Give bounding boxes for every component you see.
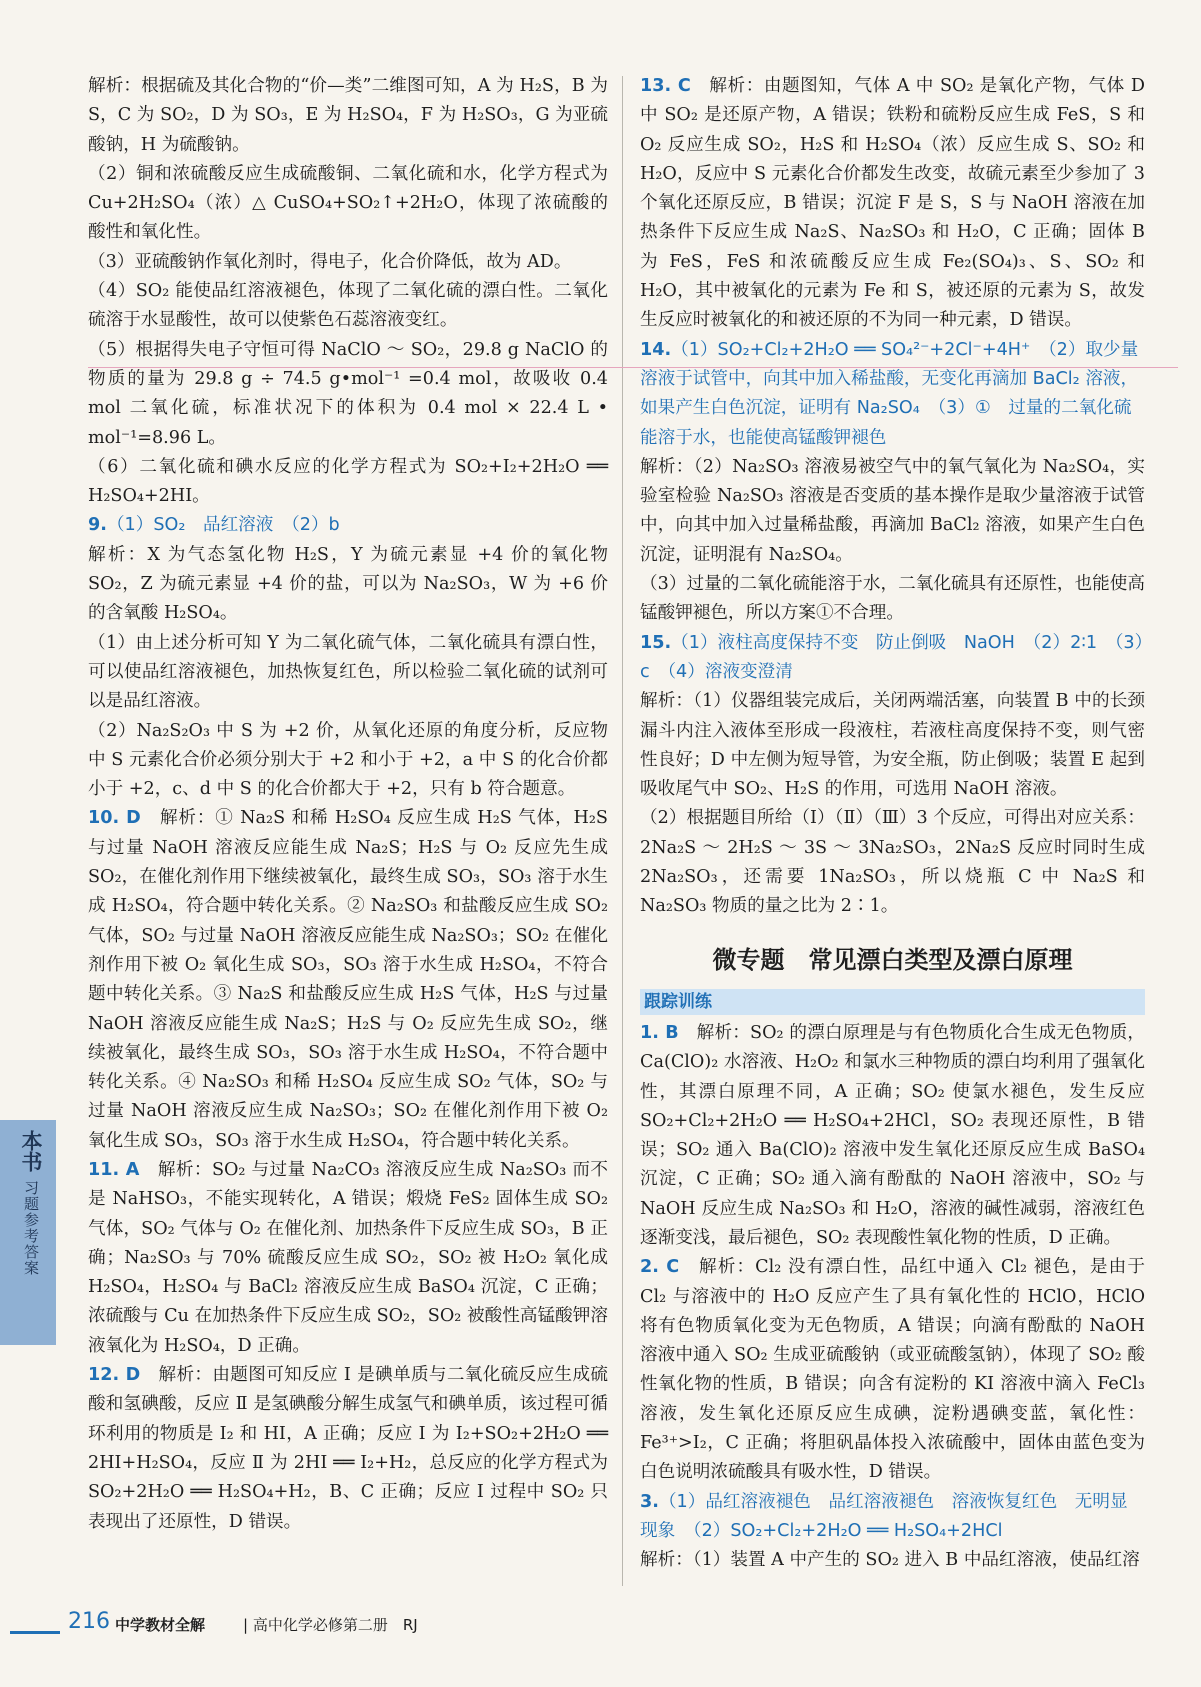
paragraph bbox=[88, 629, 608, 717]
paragraph-text: 解析：SO₂ 的漂白原理是与有色物质化合生成无色物质，Ca(ClO)₂ 水溶液、H₂O₂ 和氯水三种物质的漂白均利用了强氧化性，其漂白原理不同，A 正确；SO₂ 使氯水褪色，发生反应 SO₂+Cl₂+2H₂O ══ H₂SO₄+2HCl，SO₂ 表现还原性，B 错误；SO₂ 通入 Ba(ClO)₂ 溶液中发生氧化还原反应生成 BaSO₄ 沉淀，C 正确；SO₂ 通入滴有酚酞的 NaOH 溶液中，SO₂ 与 NaOH 反应生成 Na₂SO₃ 和 H₂O，溶液的碱性减弱，溶液红色逐渐变浅，最后褪色，SO₂ 表现酸性氧化物的性质，D 正确。 bbox=[640, 1022, 1146, 1248]
paragraph-text: 解析：（1）装置 A 中产生的 SO₂ 进入 B 中品红溶液，使品红溶 bbox=[640, 1550, 1140, 1571]
paragraph bbox=[88, 453, 608, 512]
paragraph-text: （2）铜和浓硫酸反应生成硫酸铜、二氧化硫和水，化学方程式为 Cu+2H₂SO₄（浓）△ CuSO₄+SO₂↑+2H₂O，体现了浓硫酸的酸性和氧化性。 bbox=[88, 163, 608, 243]
paragraph-text: 解析：① Na₂S 和稀 H₂SO₄ 反应生成 H₂S 气体，H₂S 与过量 NaOH 溶液反应能生成 Na₂S；H₂S 与 O₂ 反应先生成 SO₂，在催化剂作用下继续被氧化，最终生成 SO₃，SO₃ 溶于水生成 H₂SO₄，符合题中转化关系。② Na₂SO₃ 和盐酸反应生成 SO₂ 气体，SO₂ 与过量 NaOH 溶液反应能生成 Na₂SO₃；SO₂ 在催化剂作用下被 O₂ 氧化生成 SO₃，SO₃ 溶于水生成 H₂SO₄，不符合题中转化关系。③ Na₂S 和盐酸反应生成 H₂S 气体，H₂S 与过量 NaOH 溶液反应能生成 Na₂S；H₂S 与 O₂ 反应先生成 SO₂，继续被氧化，最终生成 SO₃，SO₃ 溶于水生成 H₂SO₄，不符合题中转化关系。④ Na₂SO₃ 和稀 H₂SO₄ 反应生成 SO₂ 气体，SO₂ 与过量 NaOH 溶液反应生成 Na₂SO₃；SO₂ 在催化剂作用下被 O₂ 氧化生成 SO₃，SO₃ 溶于水生成 H₂SO₄，符合题中转化关系。 bbox=[88, 808, 608, 1151]
right-column bbox=[640, 72, 1145, 1576]
paragraph bbox=[88, 248, 608, 277]
question-number: 13. C bbox=[640, 76, 691, 96]
topic-title: 微专题 常见漂白类型及漂白原理 bbox=[712, 945, 1073, 974]
answer-text: （1）SO₂+Cl₂+2H₂O ══ SO₄²⁻+2Cl⁻+4H⁺ （2）取少量溶液于试管中，向其中加入稀盐酸，无变化再滴加 BaCl₂ 溶液，如果产生白色沉淀，证明有 Na₂SO₄ （3）① 过量的二氧化硫能溶于水，也能使高锰酸钾褪色 bbox=[640, 339, 1139, 448]
answer-line bbox=[640, 629, 1145, 688]
answer-line bbox=[640, 1488, 1145, 1547]
question-number: 12. D bbox=[88, 1365, 141, 1386]
paragraph bbox=[88, 541, 608, 629]
question-number: 11. A bbox=[88, 1159, 140, 1180]
paragraph-text: 解析：由题图可知反应 Ⅰ 是碘单质与二氧化硫反应生成硫酸和氢碘酸，反应 Ⅱ 是氢碘酸分解生成氢气和碘单质，该过程可循环利用的物质是 I₂ 和 HI，A 正确；反应 Ⅰ 为 I₂+SO₂+2H₂O ══ 2HI+H₂SO₄，反应 Ⅱ 为 2HI ══ I₂+H₂，总反应的化学方程式为 SO₂+2H₂O ══ H₂SO₄+H₂，B、C 正确；反应 Ⅰ 过程中 SO₂ 只表现出了还原性，D 错误。 bbox=[88, 1365, 608, 1532]
section-bar-label: 跟踪训练 bbox=[644, 991, 712, 1012]
paragraph bbox=[640, 1019, 1145, 1253]
paragraph-text: 解析：根据硫及其化合物的“价—类”二维图可知，A 为 H₂S，B 为 S，C 为 SO₂，D 为 SO₃，E 为 H₂SO₄，F 为 H₂SO₃，G 为亚硫酸钠，H 为硫酸钠。 bbox=[88, 76, 608, 155]
paragraph-text: 解析：（2）Na₂SO₃ 溶液易被空气中的氧气氧化为 Na₂SO₄，实验室检验 Na₂SO₃ 溶液是否变质的基本操作是取少量溶液于试管中，向其中加入过量稀盐酸，再滴加 BaCl₂ 溶液，如果产生白色沉淀，证明混有 Na₂SO₄。 bbox=[640, 456, 1145, 565]
paragraph bbox=[88, 160, 608, 248]
paragraph bbox=[88, 336, 608, 453]
paragraph bbox=[640, 804, 1145, 921]
paragraph bbox=[640, 453, 1145, 570]
question-number: 2. C bbox=[640, 1257, 680, 1278]
section-bar bbox=[640, 989, 1145, 1015]
paragraph-text: （1）由上述分析可知 Y 为二氧化硫气体，二氧化硫具有漂白性，可以使品红溶液褪色，加热恢复红色，所以检验二氧化硫的试剂可以是品红溶液。 bbox=[88, 632, 608, 712]
answer-text: （1）SO₂ 品红溶液 （2）b bbox=[106, 515, 340, 536]
answer-text: （1）品红溶液褪色 品红溶液褪色 溶液恢复红色 无明显现象 （2）SO₂+Cl₂+2H₂O ══ H₂SO₄+2HCl bbox=[640, 1491, 1128, 1541]
paragraph-text: 解析：由题图知，气体 A 中 SO₂ 是氧化产物，气体 D 中 SO₂ 是还原产物，A 错误；铁粉和硫粉反应生成 FeS，S 和 O₂ 反应生成 SO₂，H₂S 和 H₂SO₄（浓）反应生成 S、SO₂ 和 H₂O，反应中 S 元素化合价都发生改变，故硫元素至少参加了 3 个氧化还原反应，B 错误；沉淀 F 是 S，S 与 NaOH 溶液在加热条件下反应生成 Na₂S、Na₂SO₃ 和 H₂O，C 正确；固体 B 为 FeS，FeS 和浓硫酸反应生成 Fe₂(SO₄)₃、S、SO₂ 和 H₂O，其中被氧化的元素为 Fe 和 S，被还原的元素为 S，故发生反应时被氧化的和被还原的不为同一种元素，D 错误。 bbox=[640, 76, 1145, 331]
question-number: 9. bbox=[88, 515, 107, 536]
paragraph bbox=[88, 277, 608, 336]
paragraph-text: （2）Na₂S₂O₃ 中 S 为 +2 价，从氧化还原的角度分析，反应物中 S 元素化合价必须分别大于 +2 和小于 +2，a 中 S 的化合价都小于 +2，c、d 中 S 的化合价都大于 +2，只有 b 符合题意。 bbox=[88, 720, 608, 800]
paragraph bbox=[88, 1361, 608, 1537]
side-tab-subtitle: 习题参考答案 bbox=[22, 1180, 40, 1276]
paragraph-text: （5）根据得失电子守恒可得 NaClO ～ SO₂，29.8 g NaClO 的物质的量为 29.8 g ÷ 74.5 g•mol⁻¹ =0.4 mol，故吸收 0.4 mol 二氧化硫，标准状况下的体积为 0.4 mol × 22.4 L • mol⁻¹=8.96 L。 bbox=[88, 339, 608, 448]
answer-line bbox=[88, 511, 608, 540]
page-number: 216 bbox=[68, 1609, 110, 1634]
paragraph bbox=[640, 72, 1145, 336]
left-column bbox=[88, 72, 608, 1537]
paragraph bbox=[640, 570, 1145, 629]
question-number: 10. D bbox=[88, 808, 141, 829]
paragraph-text: （3）过量的二氧化硫能溶于水，二氧化硫具有还原性，也能使高锰酸钾褪色，所以方案①不合理。 bbox=[640, 574, 1145, 624]
book-title: 中学教材全解 bbox=[115, 1616, 206, 1634]
footer-rule bbox=[10, 1631, 60, 1634]
paragraph bbox=[640, 1253, 1145, 1487]
question-number: 14. bbox=[640, 339, 672, 360]
side-tab-title: 本书 bbox=[19, 1130, 43, 1172]
paragraph-text: （4）SO₂ 能使品红溶液褪色，体现了二氧化硫的漂白性。二氧化硫溶于水显酸性，故可以使紫色石蕊溶液变红。 bbox=[88, 281, 608, 331]
side-tab bbox=[0, 1120, 56, 1345]
paragraph-text: 解析：X 为气态氢化物 H₂S，Y 为硫元素显 +4 价的氧化物 SO₂，Z 为硫元素显 +4 价的盐，可以为 Na₂SO₃，W 为 +6 价的含氧酸 H₂SO₄。 bbox=[88, 544, 608, 624]
question-number: 1. B bbox=[640, 1022, 679, 1043]
paragraph bbox=[640, 687, 1145, 804]
question-number: 3. bbox=[640, 1491, 659, 1512]
paragraph bbox=[88, 72, 608, 160]
paragraph bbox=[88, 717, 608, 805]
paragraph bbox=[88, 1156, 608, 1361]
paragraph-text: 解析：Cl₂ 没有漂白性，品红中通入 Cl₂ 褪色，是由于 Cl₂ 与溶液中的 H₂O 反应产生了具有氧化性的 HClO，HClO 将有色物质氧化变为无色物质，A 错误；向滴有酚酞的 NaOH 溶液中通入 SO₂ 生成亚硫酸钠（或亚硫酸氢钠），体现了 SO₂ 酸性氧化物的性质，B 错误；向含有淀粉的 KI 溶液中滴入 FeCl₃ 溶液，发生氧化还原反应生成碘，淀粉遇碘变蓝，氧化性：Fe³⁺>I₂，C 正确；将胆矾晶体投入浓硫酸中，固体由蓝色变为白色说明浓硫酸具有吸水性，D 错误。 bbox=[640, 1257, 1145, 1483]
page-footer bbox=[0, 1605, 1201, 1645]
answer-text: （1）液柱高度保持不变 防止倒吸 NaOH （2）2∶1 （3）c （4）溶液变澄清 bbox=[640, 632, 1144, 682]
answer-line bbox=[640, 336, 1145, 453]
paragraph-text: 解析：（1）仪器组装完成后，关闭两端活塞，向装置 B 中的长颈漏斗内注入液体至形成一段液柱，若液柱高度保持不变，则气密性良好；D 中左侧为短导管，为安全瓶，防止倒吸；装置 E 起到吸收尾气中 SO₂、H₂S 的作用，可选用 NaOH 溶液。 bbox=[640, 691, 1145, 800]
paragraph-text: （3）亚硫酸钠作氧化剂时，得电子，化合价降低，故为 AD。 bbox=[88, 251, 572, 272]
paragraph-text: （6）二氧化硫和碘水反应的化学方程式为 SO₂+I₂+2H₂O ══ H₂SO₄+2HI。 bbox=[88, 456, 608, 507]
book-subtitle: | 高中化学必修第二册 RJ bbox=[243, 1616, 418, 1634]
column-divider bbox=[622, 76, 623, 1586]
paragraph-text: 解析：SO₂ 与过量 Na₂CO₃ 溶液反应生成 Na₂SO₃ 而不是 NaHSO₃，不能实现转化，A 错误；煅烧 FeS₂ 固体生成 SO₂ 气体，SO₂ 气体与 O₂ 在催化剂、加热条件下反应生成 SO₃，B 正确；Na₂SO₃ 与 70% 硫酸反应生成 SO₂，SO₂ 被 H₂O₂ 氧化成 H₂SO₄，H₂SO₄ 与 BaCl₂ 溶液反应生成 BaSO₄ 沉淀，C 正确；浓硫酸与 Cu 在加热条件下反应生成 SO₂，SO₂ 被酸性高锰酸钾溶液氧化为 H₂SO₄，D 正确。 bbox=[88, 1159, 608, 1356]
paragraph-text: （2）根据题目所给（Ⅰ）（Ⅱ）（Ⅲ）3 个反应，可得出对应关系：2Na₂S ～ 2H₂S ～ 3S ～ 3Na₂SO₃，2Na₂S 反应时同时生成 2Na₂SO₃，还需要 1Na₂SO₃，所以烧瓶 C 中 Na₂S 和 Na₂SO₃ 物质的量之比为 2∶1。 bbox=[640, 808, 1145, 917]
paragraph bbox=[640, 1546, 1145, 1575]
question-number: 15. bbox=[640, 632, 672, 653]
paragraph bbox=[88, 804, 608, 1156]
